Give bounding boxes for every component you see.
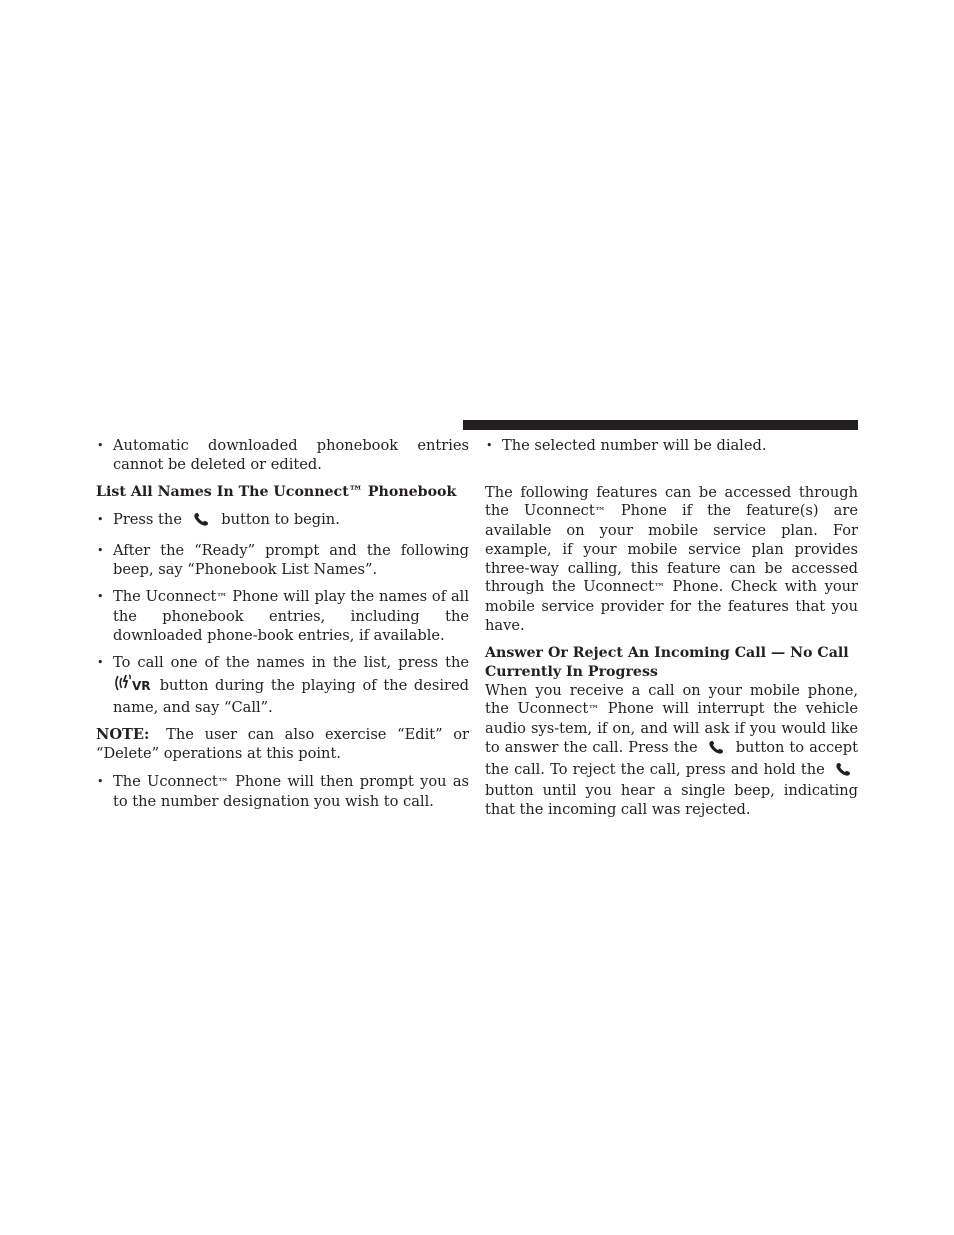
list-item: [96, 437, 469, 474]
phone-icon: [830, 761, 858, 783]
item-text: The Uconnect: [113, 588, 217, 606]
bullet-dot: •: [97, 590, 104, 604]
item-text: Automatic downloaded phonebook entries cannot be deleted or edited.: [113, 437, 469, 473]
item-text: Phone will play the names of all the phonebook entries, including the downloaded phone-book entries, if available.: [113, 588, 470, 644]
paragraph-text: Phone will interrupt the vehicle audio sys-tem, if on, and will ask if you would like to answer the call. Press the: [485, 700, 858, 756]
item-text: The selected number will be dialed.: [502, 437, 767, 454]
vr-label: VR: [132, 679, 151, 694]
item-text: button to begin.: [221, 511, 340, 529]
list-item: [485, 437, 858, 456]
section-header-bar: [463, 420, 858, 430]
left-column: [96, 437, 469, 811]
paragraph-text: button to accept the call. To reject the call, press and hold the: [485, 738, 858, 778]
item-text: button during the playing of the desired name, and say “Call”.: [113, 677, 469, 716]
paragraph-text: The following features can be accessed through the Uconnect: [485, 483, 858, 520]
phone-icon: [187, 511, 217, 533]
trademark: ™: [217, 775, 229, 789]
paragraph-text: Phone. Check with your mobile service provider for the features that you have.: [485, 578, 858, 634]
bullet-dot: •: [97, 774, 104, 788]
paragraph-text: Phone if the feature(s) are available on your mobile service plan. For example, if your mobile service plan provides three-way calling, this feature can be accessed through the Uconnect: [485, 502, 858, 596]
list-item: [96, 511, 469, 533]
list-item: [96, 588, 469, 645]
list-item: [96, 542, 469, 579]
item-text: To call one of the names in the list, press the: [113, 654, 469, 672]
bullet-dot: •: [97, 513, 104, 527]
list-item: [96, 773, 469, 811]
note-label: NOTE:: [96, 726, 150, 744]
trademark: ™: [216, 591, 228, 605]
bullet-dot: •: [97, 439, 104, 452]
body-paragraph: [485, 682, 858, 820]
item-text: The Uconnect: [113, 772, 218, 790]
trademark: ™: [594, 505, 606, 519]
phone-icon: [703, 739, 731, 761]
note-paragraph: [96, 726, 469, 763]
list-item: [96, 654, 469, 717]
bullet-dot: •: [97, 656, 104, 670]
paragraph-text: When you receive a call on your mobile phone, the Uconnect: [485, 681, 858, 718]
item-text: After the “Ready” prompt and the following beep, say “Phonebook List Names”.: [113, 541, 469, 578]
paragraph-text: button until you hear a single beep, indicating that the incoming call was rejected.: [485, 782, 858, 818]
note-text: The user can also exercise “Edit” or “Delete” operations at this point.: [96, 726, 470, 763]
section-heading: Answer Or Reject An Incoming Call — No Call Currently In Progress: [485, 645, 849, 681]
item-text: Phone will then prompt you as to the number designation you wish to call.: [113, 772, 470, 810]
bullet-dot: •: [486, 439, 493, 452]
right-column: [485, 437, 858, 820]
bullet-dot: •: [97, 543, 104, 557]
voice-recognition-icon: [113, 673, 153, 699]
trademark: ™: [653, 581, 665, 595]
trademark: ™: [588, 703, 600, 717]
body-paragraph: [485, 484, 858, 636]
item-text: Press the: [113, 511, 182, 529]
section-heading: List All Names In The Uconnect™ Phonebook: [96, 484, 457, 501]
